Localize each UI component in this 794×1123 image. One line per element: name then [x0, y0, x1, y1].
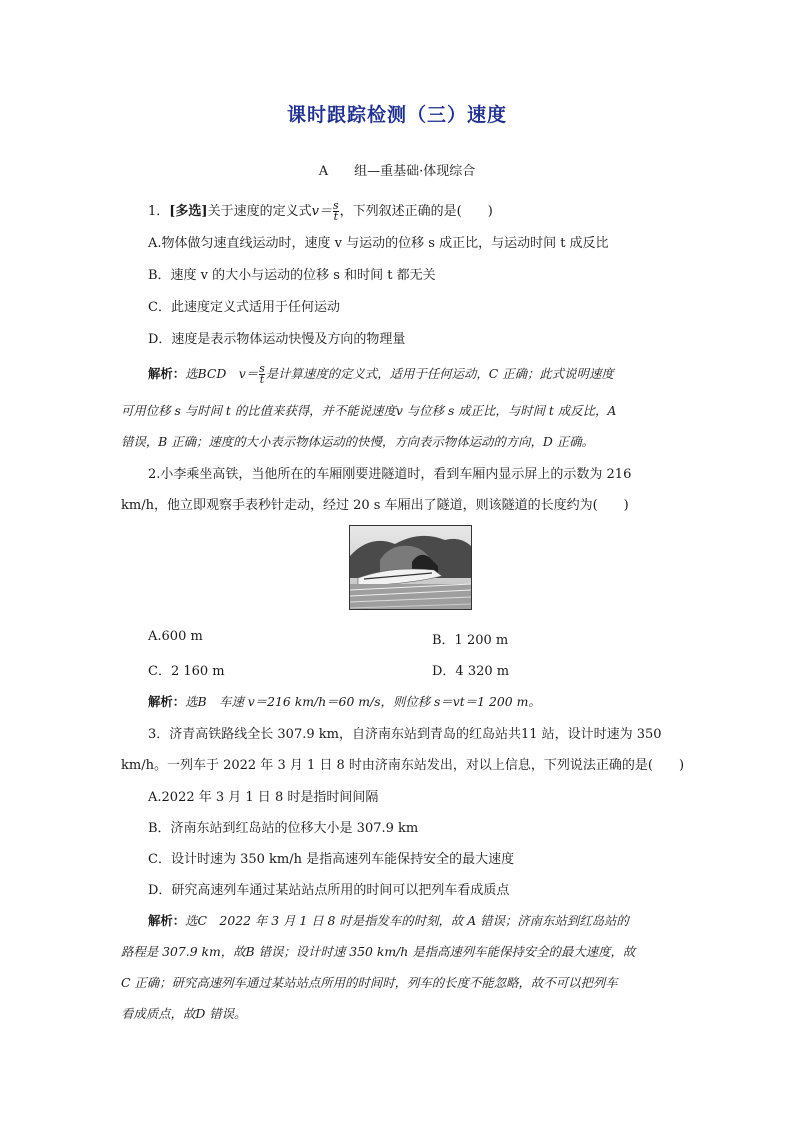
q2-analysis: [148, 692, 674, 710]
q3-option-c: C．设计时速为 350 km/h 是指高速列车能保持安全的最大速度: [148, 852, 515, 867]
q2-option-d: D．4 320 m: [432, 664, 510, 679]
q1-formula-v: v＝: [311, 204, 332, 219]
q1-analysis-fraction: [259, 364, 265, 385]
q2-stem-line2: km/h，他立即观察手表秒针走动，经过 20 s 车厢出了隧道，则该隧道的长度约为( ): [121, 498, 629, 513]
q3-option-a: A.2022 年 3 月 1 日 8 时是指时间间隔: [148, 790, 379, 805]
q1-analysis-pick: 选BCD: [185, 366, 239, 381]
q1-option-b: B．速度 v 的大小与运动的位移 s 和时间 t 都无关: [148, 268, 436, 283]
q2-analysis-text: 选B 车速 v＝216 km/h＝60 m/s，则位移 s＝vt＝1 200 m。: [185, 694, 541, 709]
q2-stem-line1: 2.小李乘坐高铁，当他所在的车厢刚要进隧道时，看到车厢内显示屏上的示数为 216: [148, 467, 632, 482]
page-title: 课时跟踪检测（三）速度: [286, 104, 507, 126]
q1-option-a: A.物体做匀速直线运动时，速度 v 与运动的位移 s 成正比，与运动时间 t 成反比: [148, 236, 609, 251]
q3-analysis-a: 选C 2022 年 3 月 1 日 8 时是指发车的时刻，故 A 错误；济南东站到红岛站的: [185, 913, 629, 928]
q1-stem-a: 关于速度的定义式: [207, 204, 312, 219]
q3-analysis-line4: 看成质点，故D 错误。: [121, 1006, 247, 1021]
q3-analysis-line3: C 正确；研究高速列车通过某站站点所用的时间时，列车的长度不能忽略，故不可以把列车: [121, 975, 618, 990]
section-heading: [0, 160, 794, 179]
q1-analysis-line2: 可用位移 s 与时间 t 的比值来获得，并不能说速度v 与位移 s 成正比，与时间 t 成反比，A: [121, 403, 617, 418]
q1-analysis-line3: 错误，B 正确；速度的大小表示物体运动的快慢，方向表示物体运动的方向，D 正确。: [121, 434, 594, 449]
q3-analysis-line2: 路程是 307.9 km，故B 错误；设计时速 350 km/h 是指高速列车能保持安全的最大速度，故: [121, 944, 636, 959]
q1-stem: [148, 200, 493, 222]
q1-fraction: [333, 201, 339, 222]
q1-analysis-frac-den: t: [259, 373, 265, 386]
q3-option-b: B．济南东站到红岛站的位移大小是 307.9 km: [148, 821, 419, 836]
q1-analysis-label: 解析：: [148, 366, 186, 381]
q2-option-c: C．2 160 m: [148, 664, 225, 679]
q1-option-d: D．速度是表示物体运动快慢及方向的物理量: [148, 332, 406, 347]
q1-analysis-v: v＝: [238, 366, 259, 381]
section-letter: A: [318, 164, 329, 179]
q1-option-c: C．此速度定义式适用于任何运动: [148, 300, 340, 315]
q1-analysis-frac-num: s: [259, 362, 265, 375]
q1-tag: [多选]: [169, 204, 208, 219]
q1-stem-b: ，下列叙述正确的是( ): [339, 204, 493, 219]
section-label: 组—重基础·体现综合: [354, 164, 476, 179]
q3-option-d: D．研究高速列车通过某站站点所用的时间可以把列车看成质点: [148, 883, 510, 898]
q3-stem-line2: km/h。一列车于 2022 年 3 月 1 日 8 时由济南东站发出，对以上信息，下列说法正确的是( ): [121, 758, 685, 773]
q1-frac-num: s: [332, 199, 339, 212]
q3-analysis-line1: [148, 911, 674, 929]
q2-option-a: A.600 m: [148, 629, 203, 644]
q1-analysis-a: 是计算速度的定义式，适用于任何运动，C 正确；此式说明速度: [265, 366, 614, 381]
q2-analysis-label: 解析：: [148, 694, 186, 709]
q3-stem-line1: 3．济青高铁路线全长 307.9 km，自济南东站到青岛的红岛站共11 站，设计时速为 350: [148, 727, 662, 742]
train-photo-icon: [350, 526, 471, 609]
q1-frac-den: t: [333, 210, 338, 223]
q2-option-b: B．1 200 m: [432, 633, 509, 648]
q1-analysis-line1: [148, 364, 674, 385]
high-speed-train-tunnel-photo: [349, 525, 472, 610]
q1-number: 1．: [148, 204, 170, 219]
q3-analysis-label: 解析：: [148, 913, 186, 928]
